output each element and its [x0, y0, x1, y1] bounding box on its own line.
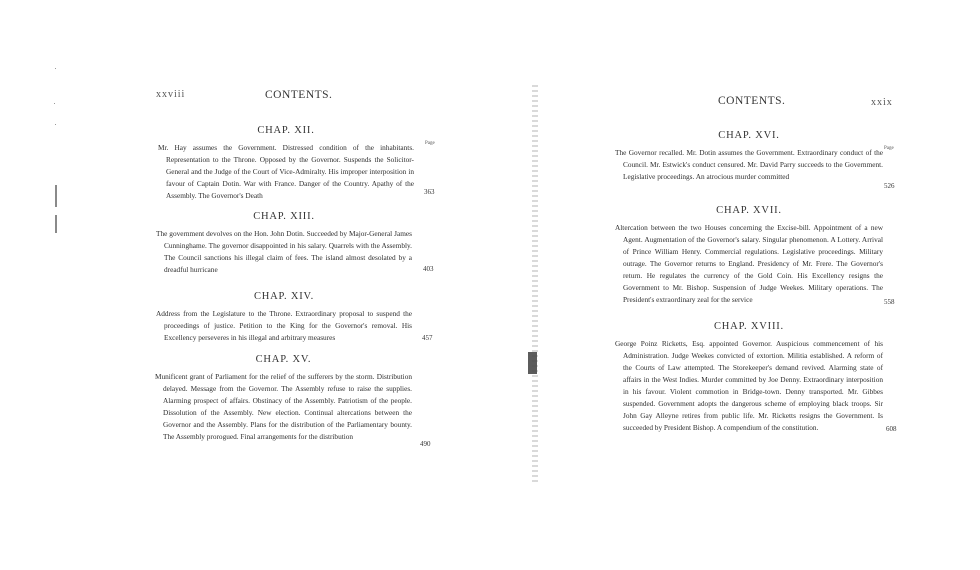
- chapter-xvii: [615, 205, 883, 306]
- page-column-label: Page: [884, 146, 894, 151]
- running-head: CONTENTS.: [718, 95, 786, 107]
- chapter-summary: Mr. Hay assumes the Government. Distressed condition of the inhabitants. Representation to the Throne. Opposed by the Governor. Suspends the Solicitor-General and the Judge of the Court of Vice-Admiralty. His improper interposition in favour of Captain Dotin. War with France. Danger of the Country. Apathy of the Assembly. The Governor's Death: [158, 143, 414, 200]
- page-number: 526: [884, 182, 895, 190]
- scan-speck: [54, 103, 55, 104]
- page-number: 558: [884, 298, 895, 306]
- chapter-summary: The government devolves on the Hon. John Dotin. Succeeded by Major-General James Cunninghame. The governor disappointed in his salary. Quarrels with the Assembly. The Council sanctions his illegal claim of fees. The island almost desolated by a dreadful hurricane: [156, 229, 412, 274]
- chapter-title: CHAP. XII.: [257, 125, 315, 136]
- chapter-title: CHAP. XIV.: [253, 291, 315, 302]
- page-number: 363: [424, 188, 435, 196]
- chapter-summary: Munificent grant of Parliament for the relief of the sufferers by the storm. Distribution delayed. Message from the Governor. The Assembly refuse to raise the supplies. Alarming prospect of affairs. Obstinacy of the Assembly. Patriotism of the people. Dissolution of the Assembly. New election. Continual altercations between the Governor and the Assembly. Plans for the distribution of the Parliamentary bounty. The Assembly prorogued. Final arrangements for the distribution: [155, 372, 412, 441]
- running-head: CONTENTS.: [265, 89, 333, 101]
- chapter-summary: Address from the Legislature to the Throne. Extraordinary proposal to suspend the proceedings of justice. Petition to the King for the Governor's removal. His Excellency perseveres in his illegal and arbitrary measures: [156, 309, 412, 342]
- chapter-xv: [155, 354, 412, 443]
- chapter-title: CHAP. XV.: [255, 354, 312, 365]
- chapter-xiv: [156, 291, 412, 344]
- scan-speck: [55, 124, 56, 125]
- chapter-xii: [158, 125, 414, 202]
- chapter-xvi: [615, 130, 883, 183]
- page-folio: xxix: [871, 97, 893, 108]
- chapter-title: CHAP. XVIII.: [714, 321, 784, 332]
- chapter-summary: Altercation between the two Houses concerning the Excise-bill. Appointment of a new Agent. Augmentation of the Governor's salary. Singular phenomenon. A Lottery. Arrival of Prince William Henry. Commercial regulations. Legislative proceedings. Military outrage. The Governor returns to England. Presidency of Mr. Frere. The Governor's return. He regulates the currency of the Gold Coin. His Excellency resigns the Government to Mr. Bishop. Suspension of Judge Weekes. Military operations. The President's extraordinary zeal for the service: [615, 223, 883, 304]
- scan-edge-mark: [55, 215, 57, 233]
- page-number: 490: [420, 440, 431, 448]
- page-column-label: Page: [425, 141, 435, 146]
- chapter-title: CHAP. XVII.: [716, 205, 782, 216]
- right-page: [535, 0, 980, 570]
- scan-edge-mark: [55, 185, 57, 207]
- page-folio: xxviii: [156, 89, 186, 100]
- page-number: 403: [423, 265, 434, 273]
- chapter-xiii: [156, 211, 412, 276]
- chapter-title: CHAP. XVI.: [718, 130, 780, 141]
- page-number: 608: [886, 425, 897, 433]
- chapter-summary: George Poinz Ricketts, Esq. appointed Governor. Auspicious commencement of his Administration. Judge Weekes convicted of extortion. Militia established. A reform of the Courts of Law attempted. The Storekeeper's demand revived. Alarming state of affairs in the West Indies. Murder committed by Joe Denny. Extraordinary interposition in his favour. Violent commotion in Bridge-town. Denny transported. Mr. Gibbes suspended. Government adopts the dangerous scheme of employing black troops. Sir John Gay Alleyne retires from public life. Mr. Ricketts resigns the Government. Is succeeded by President Bishop. A compendium of the constitution.: [615, 339, 883, 432]
- page-number: 457: [422, 334, 433, 342]
- chapter-title: CHAP. XIII.: [253, 211, 315, 222]
- chapter-xviii: [615, 321, 883, 434]
- chapter-summary: The Governor recalled. Mr. Dotin assumes the Government. Extraordinary conduct of the Council. Mr. Estwick's conduct censured. Mr. David Parry succeeds to the Government. Legislative proceedings. An atrocious murder committed: [615, 148, 883, 181]
- scan-speck: [55, 68, 56, 69]
